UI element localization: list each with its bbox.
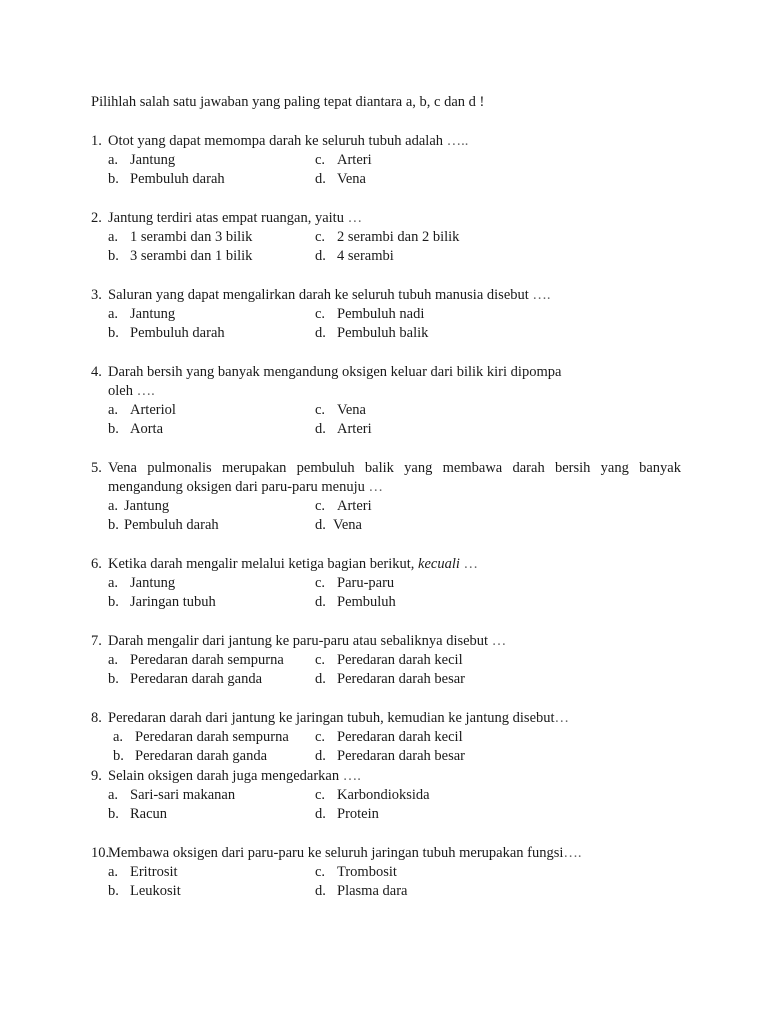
question-stem [91,709,681,728]
ellipsis: …. [563,845,582,861]
option-text: Sari-sari makanan [130,787,236,803]
option-text: 3 serambi dan 1 bilik [130,248,253,264]
option-letter: c. [315,864,326,880]
option-letter: a. [108,864,119,880]
option-b [108,882,315,901]
option-letter: c. [315,498,326,514]
option-text: Jantung [130,575,176,591]
options-list [108,786,681,824]
question-5 [91,459,681,535]
option-text: Peredaran darah kecil [337,729,463,745]
option-text: Aorta [130,421,164,437]
option-letter: c. [315,306,326,322]
option-letter: b. [108,671,119,687]
option-letter: c. [315,729,326,745]
option-d [315,324,428,343]
question-stem [91,555,681,574]
option-letter: d. [315,248,326,264]
option-a [108,497,315,516]
options-row [108,497,681,516]
options-row [113,747,681,766]
options-row [108,401,681,420]
option-text: Plasma dara [337,883,408,899]
option-text: Vena [337,402,366,418]
option-letter: d. [315,671,326,687]
option-c [315,497,372,516]
option-d [315,420,372,439]
option-a [108,651,315,670]
option-letter: d. [315,748,326,764]
option-c [315,228,459,247]
option-b [108,324,315,343]
options-row [108,516,681,535]
option-d [315,247,394,266]
ellipsis: …. [132,383,155,399]
options-row [108,151,681,170]
option-letter: d. [315,517,326,533]
option-letter: a. [113,729,124,745]
option-text: Pembuluh balik [337,325,429,341]
option-text: Arteri [337,152,372,168]
options-list [113,728,681,766]
question-4 [91,363,681,439]
option-a [108,786,315,805]
question-stem [91,286,681,305]
option-text: Karbondioksida [337,787,430,803]
option-letter: d. [315,883,326,899]
options-row [108,247,681,266]
option-c [315,651,463,670]
option-a [108,574,315,593]
option-letter: b. [108,594,119,610]
options-row [108,170,681,189]
option-b [108,420,315,439]
options-row [108,420,681,439]
option-letter: a. [108,498,119,514]
option-text: Peredaran darah ganda [135,748,268,764]
options-list [108,305,681,343]
option-d [315,593,396,612]
option-text: Pembuluh darah [124,517,219,533]
question-1 [91,132,681,189]
option-letter: d. [315,421,326,437]
option-c [315,574,394,593]
ellipsis: …. [528,287,551,303]
option-b [108,170,315,189]
option-letter: b. [108,171,119,187]
option-text: Jaringan tubuh [130,594,216,610]
options-row [108,805,681,824]
question-number: 9. [91,768,102,784]
option-letter: a. [108,229,119,245]
instruction-text: Pilihlah salah satu jawaban yang paling tepat diantara a, b, c dan d ! [91,94,485,110]
options-row [108,593,681,612]
question-number: 2. [91,210,102,226]
ellipsis: … [364,479,384,495]
question-stem [91,132,681,151]
option-text: Arteriol [130,402,176,418]
options-list [108,401,681,439]
option-letter: a. [108,575,119,591]
option-text: Racun [130,806,168,822]
option-text: 1 serambi dan 3 bilik [130,229,253,245]
question-text: Jantung terdiri atas empat ruangan, yaitu [108,210,344,226]
question-stem [91,632,681,651]
option-letter: c. [315,575,326,591]
option-a [108,305,315,324]
option-letter: a. [108,402,119,418]
options-row [108,863,681,882]
option-c [315,786,430,805]
options-list [108,151,681,189]
option-letter: c. [315,229,326,245]
question-text: Ketika darah mengalir melalui ketiga bagian berikut, [108,556,415,572]
option-d [315,882,407,901]
option-text: Peredaran darah besar [337,748,466,764]
option-text: Jantung [124,498,170,514]
option-b [108,670,315,689]
option-letter: b. [108,517,119,533]
option-a [108,863,315,882]
options-row [108,786,681,805]
option-text: Vena [333,517,362,533]
option-b [113,747,315,766]
question-text: Darah bersih yang banyak mengandung oksigen keluar dari bilik kiri dipompa [108,364,562,380]
option-a [108,151,315,170]
option-c [315,151,372,170]
question-7 [91,632,681,689]
option-text: Protein [337,806,379,822]
option-letter: d. [315,325,326,341]
option-letter: d. [315,594,326,610]
question-stem [91,363,681,401]
question-text: Otot yang dapat memompa darah ke seluruh tubuh adalah [108,133,444,149]
question-text: Saluran yang dapat mengalirkan darah ke seluruh tubuh manusia disebut [108,287,529,303]
option-text: Pembuluh nadi [337,306,425,322]
question-8 [91,709,681,766]
option-d [315,516,362,535]
ellipsis: ….. [443,133,469,149]
option-text: Vena [337,171,366,187]
options-row [108,882,681,901]
option-letter: c. [315,152,326,168]
option-letter: b. [108,325,119,341]
question-10 [91,844,681,901]
options-list [108,863,681,901]
options-row [113,728,681,747]
option-letter: a. [108,787,119,803]
question-text: Selain oksigen darah juga mengedarkan [108,768,340,784]
option-c [315,728,463,747]
option-text: Jantung [130,152,176,168]
option-letter: b. [108,421,119,437]
question-text-emphasis: kecuali [418,556,460,572]
ellipsis: … [459,556,479,572]
question-text: Darah mengalir dari jantung ke paru-paru atau sebaliknya disebut [108,633,489,649]
options-row [108,574,681,593]
question-number: 6. [91,556,102,572]
question-text: Vena pulmonalis merupakan pembuluh balik yang membawa darah bersih yang banyak mengandung oksigen dari paru-paru menuju [108,460,681,495]
question-stem [91,844,681,863]
options-row [108,305,681,324]
question-text: Peredaran darah dari jantung ke jaringan tubuh, kemudian ke jantung disebut [108,710,555,726]
question-text: Membawa oksigen dari paru-paru ke seluruh jaringan tubuh merupakan fungsi [108,845,564,861]
option-text: Arteri [337,498,372,514]
ellipsis: … [554,710,570,726]
question-stem [91,767,681,786]
option-letter: d. [315,171,326,187]
question-9 [91,767,681,824]
option-letter: c. [315,652,326,668]
options-list [108,228,681,266]
question-number: 10. [91,845,110,861]
option-letter: a. [108,306,119,322]
option-a [108,228,315,247]
option-c [315,401,366,420]
question-2 [91,209,681,266]
question-number: 7. [91,633,102,649]
option-text: Peredaran darah besar [337,671,466,687]
option-text: Trombosit [337,864,397,880]
option-text: Peredaran darah sempurna [130,652,284,668]
option-text: Peredaran darah ganda [130,671,263,687]
option-letter: c. [315,787,326,803]
option-letter: b. [108,248,119,264]
option-letter: d. [315,806,326,822]
question-number: 4. [91,364,102,380]
option-d [315,747,465,766]
option-letter: a. [108,152,119,168]
options-row [108,670,681,689]
option-text: Arteri [337,421,372,437]
ellipsis: … [343,210,363,226]
option-text: Paru-paru [337,575,395,591]
options-list [108,574,681,612]
option-b [108,805,315,824]
option-letter: b. [108,806,119,822]
option-text: Pembuluh [337,594,396,610]
question-6 [91,555,681,612]
option-b [108,593,315,612]
option-text: Jantung [130,306,176,322]
question-number: 8. [91,710,102,726]
ellipsis: …. [339,768,361,784]
question-stem [91,209,681,228]
options-row [108,228,681,247]
option-letter: b. [113,748,124,764]
option-text: Leukosit [130,883,181,899]
option-b [108,516,315,535]
question-number: 3. [91,287,102,303]
option-a [113,728,315,747]
option-d [315,805,379,824]
options-row [108,324,681,343]
option-b [108,247,315,266]
option-a [108,401,315,420]
options-list [108,497,681,535]
option-c [315,863,397,882]
question-stem [91,459,681,497]
option-d [315,170,366,189]
question-3 [91,286,681,343]
ellipsis: … [488,633,507,649]
option-text: 2 serambi dan 2 bilik [337,229,460,245]
question-number: 5. [91,460,102,476]
options-list [108,651,681,689]
option-letter: b. [108,883,119,899]
option-text: Peredaran darah kecil [337,652,463,668]
question-text-line2: oleh [108,383,133,399]
option-c [315,305,424,324]
option-text: Eritrosit [130,864,178,880]
option-text: Pembuluh darah [130,171,225,187]
option-text: 4 serambi [337,248,394,264]
option-text: Peredaran darah sempurna [135,729,289,745]
options-row [108,651,681,670]
option-letter: a. [108,652,119,668]
question-number: 1. [91,133,102,149]
option-text: Pembuluh darah [130,325,225,341]
option-d [315,670,465,689]
option-letter: c. [315,402,326,418]
